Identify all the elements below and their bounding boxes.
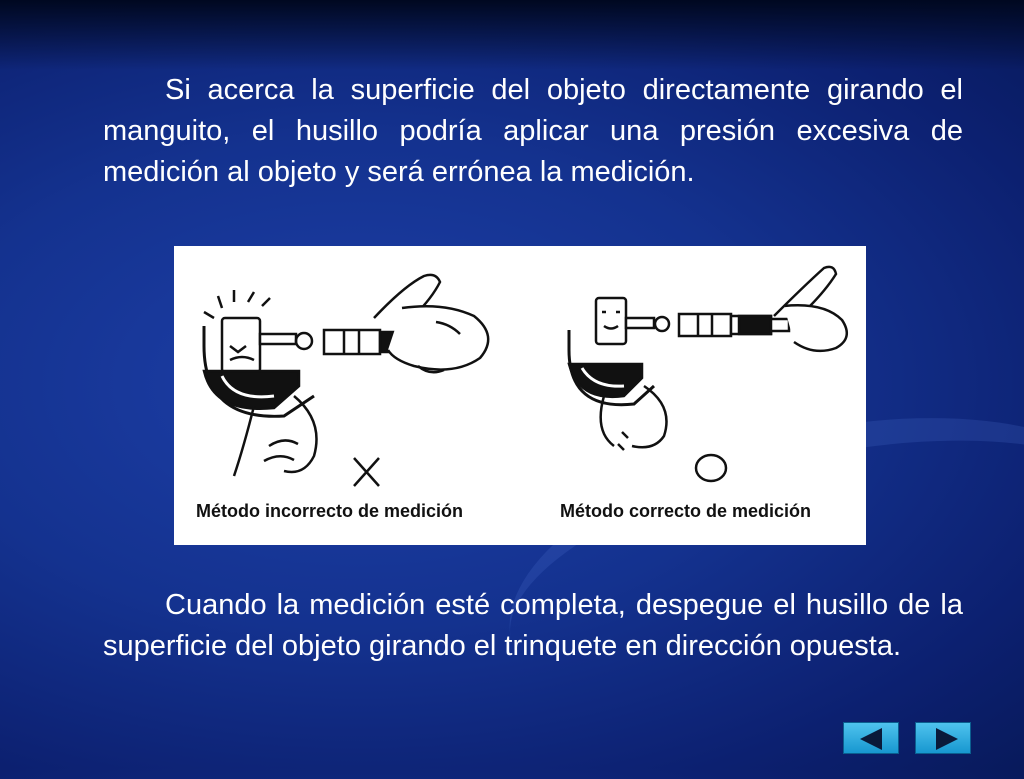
triangle-left-icon [844, 723, 900, 755]
micrometer-illustration [174, 246, 866, 545]
previous-slide-button[interactable] [843, 722, 899, 754]
top-shade [0, 0, 1024, 70]
incorrect-method-drawing [204, 275, 488, 486]
triangle-right-icon [916, 723, 972, 755]
incorrect-method-caption: Método incorrecto de medición [196, 501, 464, 521]
next-slide-button[interactable] [915, 722, 971, 754]
correct-method-caption: Método correcto de medición [560, 501, 812, 521]
paragraph-release-spindle: Cuando la medición esté completa, despegue el husillo de la superficie del objeto girando el trinquete en dirección opuesta. [103, 589, 963, 662]
correct-method-drawing [569, 267, 847, 481]
paragraph-pressure-warning: Si acerca la superficie del objeto directamente girando el manguito, el husillo podría aplicar una presión excesiva de medición al objeto y será errónea la medición. [103, 74, 963, 188]
